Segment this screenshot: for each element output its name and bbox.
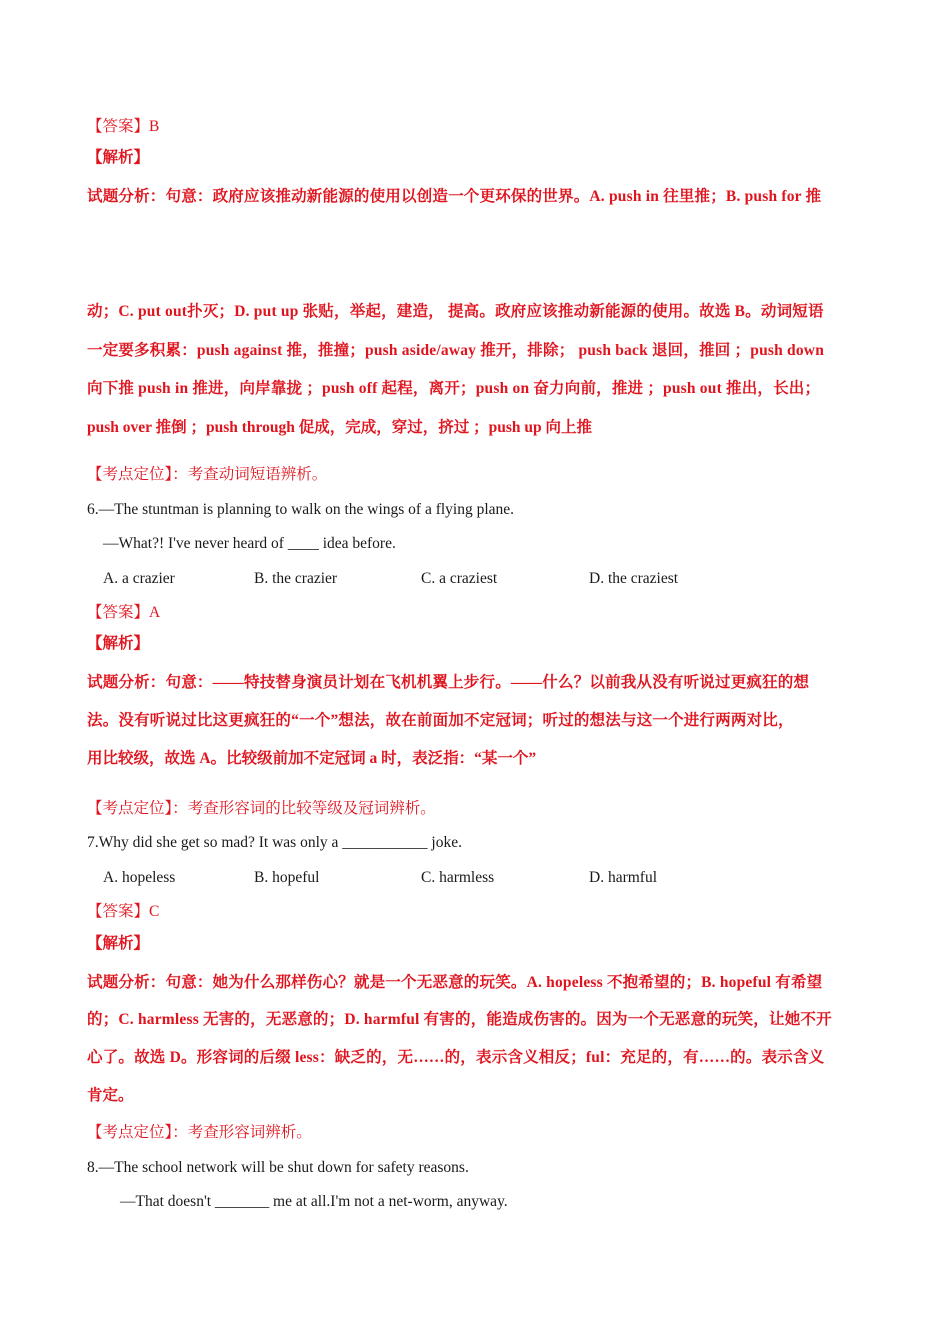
q5-analysis-label: 【解析】: [87, 149, 150, 166]
q7-analysis-label: 【解析】: [87, 935, 150, 952]
q5-analysis-line-3: 一定要多积累：push against 推，推撞；push aside/away 推开，排除； push back 退回，推回 ；push down: [87, 342, 825, 359]
q8-stem-1: 8.—The school network will be shut down for safety reasons.: [87, 1159, 469, 1176]
q7-analysis-line-3: 心了。故选 D。形容词的后缀 less：缺乏的，无……的，表示含义相反；ful：充足的，有……的。表示含义: [87, 1049, 825, 1066]
q6-option-c: C. a craziest: [421, 570, 498, 587]
q7-option-b: B. hopeful: [254, 869, 320, 886]
q6-analysis-line-3: 用比较级，故选 A。比较级前加不定冠词 a 时，表泛指：“某一个”: [87, 750, 537, 767]
q6-stem-1: 6.—The stuntman is planning to walk on the wings of a flying plane.: [87, 501, 515, 518]
point-label: 【考点定位】: [87, 1124, 173, 1141]
q6-analysis-line-1: 试题分析：句意：——特技替身演员计划在飞机机翼上步行。——什么？以前我从没有听说过更疯狂的想: [87, 674, 810, 691]
q7-option-a: A. hopeless: [103, 869, 176, 886]
answer-label: 【答案】: [87, 118, 150, 135]
answer-value: B: [149, 118, 160, 135]
q6-analysis-line-2: 法。没有听说过比这更疯狂的“一个”想法，故在前面加不定冠词；听过的想法与这一个进行两两对比，: [87, 712, 794, 729]
q6-option-b: B. the crazier: [254, 570, 338, 587]
q7-stem-1: 7.Why did she get so mad? It was only a ___________ joke.: [87, 834, 462, 851]
q6-analysis-label: 【解析】: [87, 635, 150, 652]
answer-label: 【答案】: [87, 903, 150, 920]
point-text: ：考查形容词辨析。: [172, 1124, 312, 1141]
q5-point-line: [87, 465, 327, 485]
q5-analysis-line-4: 向下推 push in 推进，向岸靠拢 ；push off 起程，离开；push on 奋力向前，推进 ；push out 推出，长出；: [87, 380, 821, 397]
q7-point-line: [87, 1123, 312, 1143]
q6-option-d: D. the craziest: [589, 570, 679, 587]
q6-point-line: [87, 799, 436, 819]
q7-analysis-line-2: 的；C. harmless 无害的，无恶意的；D. harmful 有害的，能造成伤害的。因为一个无恶意的玩笑，让她不开: [87, 1011, 832, 1028]
answer-value: A: [149, 604, 161, 621]
q5-analysis-line-2: 动；C. put out扑灭；D. put up 张贴，举起，建造， 提高。政府应该推动新能源的使用。故选 B。动词短语: [87, 303, 824, 320]
q6-stem-2: —What?! I've never heard of ____ idea before.: [103, 535, 396, 552]
q6-answer-line: [87, 603, 160, 623]
point-label: 【考点定位】: [87, 466, 173, 483]
q5-analysis-line-5: push over 推倒 ；push through 促成，完成，穿过，挤过 ；push up 向上推: [87, 419, 593, 436]
answer-value: C: [149, 903, 160, 920]
point-text: ：考查动词短语辨析。: [172, 466, 328, 483]
q7-analysis-line-1: 试题分析：句意：她为什么那样伤心？就是一个无恶意的玩笑。A. hopeless 不抱希望的；B. hopeful 有希望: [87, 974, 823, 991]
answer-label: 【答案】: [87, 604, 150, 621]
q5-answer-line: [87, 117, 159, 137]
point-text: ：考查形容词的比较等级及冠词辨析。: [172, 800, 436, 817]
q6-option-a: A. a crazier: [103, 570, 175, 587]
q7-answer-line: [87, 902, 159, 922]
q8-stem-2: —That doesn't _______ me at all.I'm not a net-worm, anyway.: [120, 1193, 508, 1210]
q7-analysis-line-4: 肯定。: [87, 1087, 134, 1104]
q7-option-c: C. harmless: [421, 869, 495, 886]
q7-option-d: D. harmful: [589, 869, 658, 886]
point-label: 【考点定位】: [87, 800, 173, 817]
q5-analysis-line-1: 试题分析：句意：政府应该推动新能源的使用以创造一个更环保的世界。A. push in 往里推；B. push for 推: [87, 188, 822, 205]
